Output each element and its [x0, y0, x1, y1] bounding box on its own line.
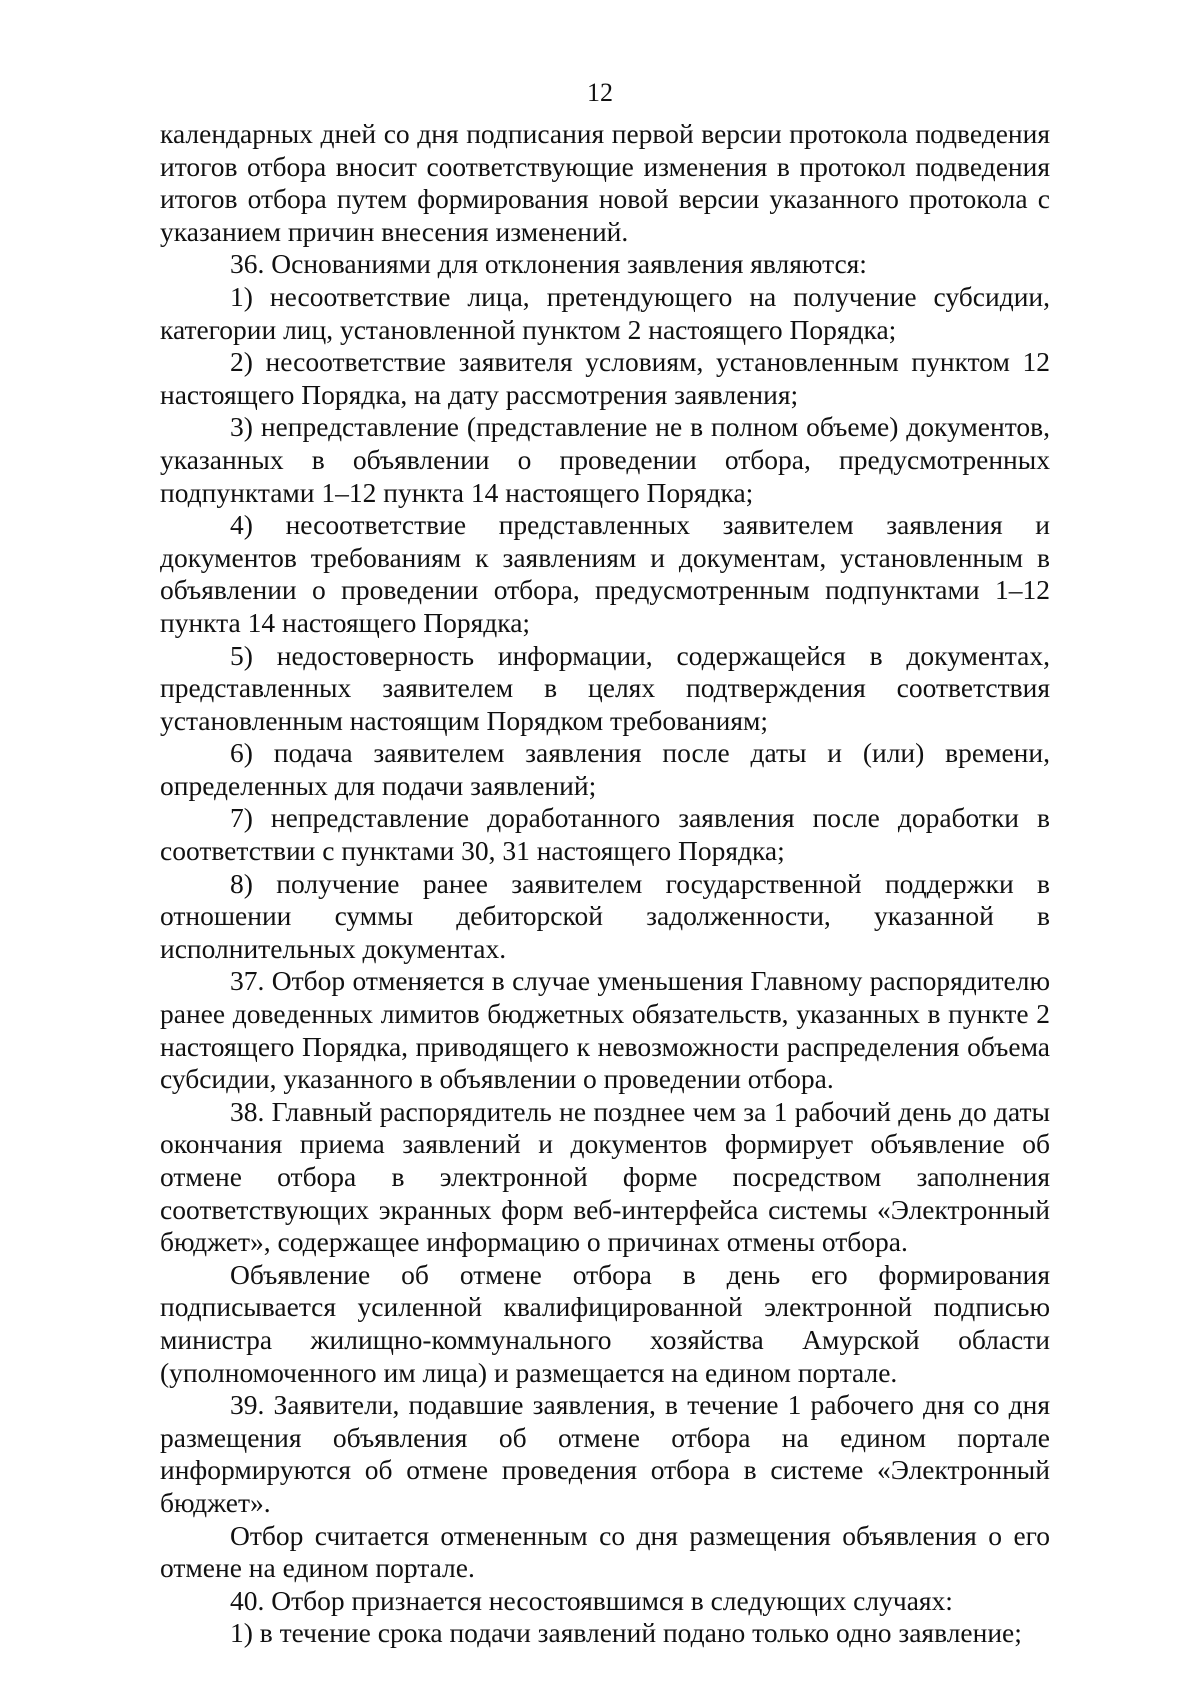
paragraph-item-36: 36. Основаниями для отклонения заявления являются:: [230, 248, 867, 280]
page-number: 12: [587, 78, 613, 107]
paragraph-item-37: 37. Отбор отменяется в случае уменьшения Главному распорядителю ранее доведенных лимитов бюджетных обязательств, указанных в пункте 2 настоящего Порядка, приводящего к невозможности распределения объема субсидии, указанного в объявлении о проведении отбора.: [160, 965, 1050, 1095]
paragraph-item-38-cont: Объявление об отмене отбора в день его формирования подписывается усиленной квалифицированной электронной подписью министра жилищно-коммунального хозяйства Амурской области (уполномоченного им лица) и размещается на едином портале.: [160, 1258, 1050, 1388]
paragraph-item-39-cont: Отбор считается отмененным со дня размещения объявления о его отмене на едином портале.: [160, 1519, 1050, 1584]
paragraph-subitem-36-4: 4) несоответствие представленных заявителем заявления и документов требованиям к заявлениям и документам, установленным в объявлении о проведении отбора, предусмотренным подпунктами 1–12 пункта 14 настоящего Порядка;: [160, 509, 1050, 638]
paragraph-subitem-36-6: 6) подача заявителем заявления после даты и (или) времени, определенных для подачи заявлений;: [160, 737, 1050, 801]
paragraph-continuation: календарных дней со дня подписания первой версии протокола подведения итогов отбора вносит соответствующие изменения в протокол подведения итогов отбора путем формирования новой версии указанного протокола с указанием причин внесения изменений.: [160, 118, 1050, 247]
paragraph-item-38: 38. Главный распорядитель не позднее чем за 1 рабочий день до даты окончания приема заявлений и документов формирует объявление об отмене отбора в электронной форме посредством заполнения соответствующих экранных форм веб-интерфейса системы «Электронный бюджет», содержащее информацию о причинах отмены отбора.: [160, 1095, 1050, 1258]
paragraph-subitem-36-1: 1) несоответствие лица, претендующего на получение субсидии, категории лиц, установленной пунктом 2 настоящего Порядка;: [160, 280, 1050, 345]
paragraph-subitem-36-8: 8) получение ранее заявителем государственной поддержки в отношении суммы дебиторской задолженности, указанной в исполнительных документах.: [160, 867, 1050, 964]
paragraph-item-39: 39. Заявители, подавшие заявления, в течение 1 рабочего дня со дня размещения объявления об отмене отбора на едином портале информируются об отмене проведения отбора в системе «Электронный бюджет».: [160, 1389, 1050, 1518]
paragraph-subitem-40-1: 1) в течение срока подачи заявлений подано только одно заявление;: [230, 1617, 1022, 1649]
paragraph-subitem-36-5: 5) недостоверность информации, содержащейся в документах, представленных заявителем в целях подтверждения соответствия установленным настоящим Порядком требованиям;: [160, 639, 1050, 736]
document-body: [160, 118, 1050, 1650]
paragraph-item-40: 40. Отбор признается несостоявшимся в следующих случаях:: [230, 1584, 953, 1616]
paragraph-subitem-36-3: 3) непредставление (представление не в полном объеме) документов, указанных в объявлении о проведении отбора, предусмотренных подпунктами 1–12 пункта 14 настоящего Порядка;: [160, 411, 1050, 508]
paragraph-subitem-36-2: 2) несоответствие заявителя условиям, установленным пунктом 12 настоящего Порядка, на дату рассмотрения заявления;: [160, 346, 1050, 410]
paragraph-subitem-36-7: 7) непредставление доработанного заявления после доработки в соответствии с пунктами 30, 31 настоящего Порядка;: [160, 802, 1050, 867]
